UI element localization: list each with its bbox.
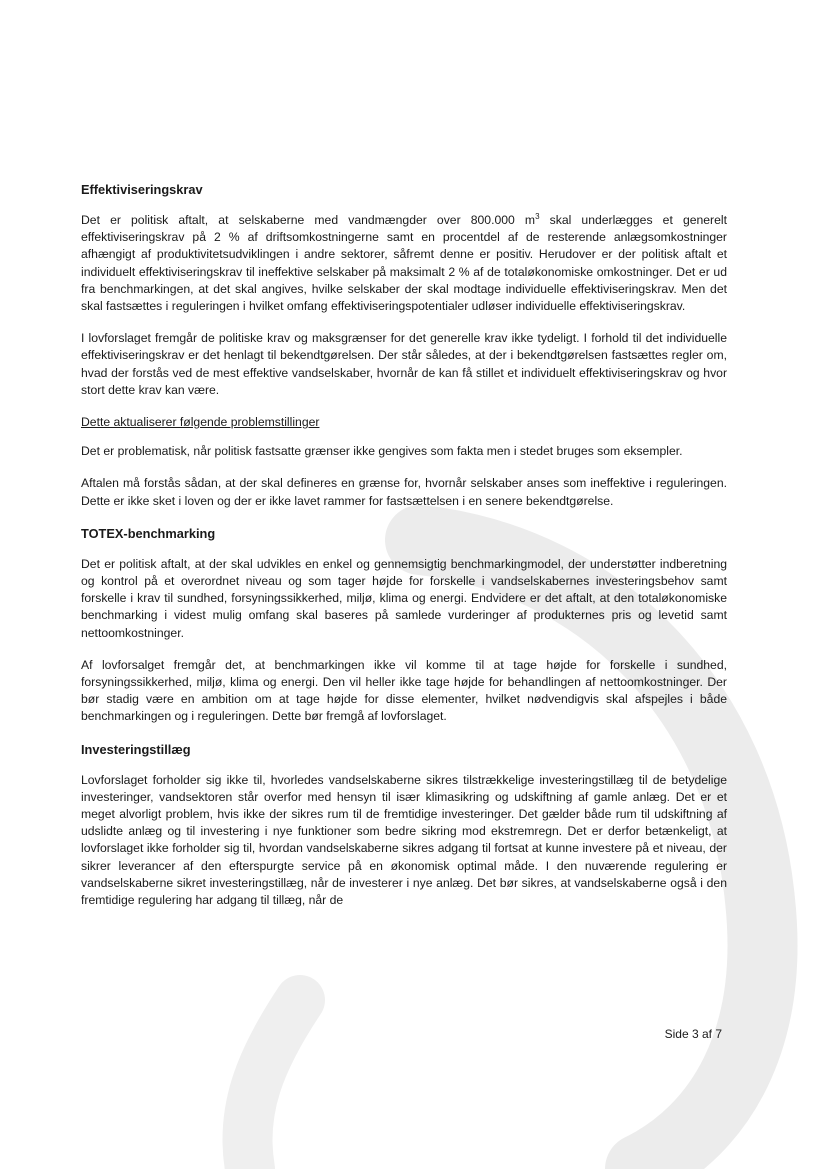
paragraph: Det er politisk aftalt, at der skal udvikles en enkel og gennemsigtig benchmarkingmodel, der understøtter indberetning og kontrol på et overordnet niveau og som tager højde for forskelle i vandselskabernes investeringsbehov samt forskelle i krav til sundhed, forsyningssikkerhed, miljø, klima og energi. Endvidere er det aftalt, at den totaløkonomiske benchmarking i videst mulig omfang skal baseres på samlede vurderinger af produkternes pris og levetid samt nettoomkostninger. [81, 556, 727, 640]
paragraph: Det er problematisk, når politisk fastsatte grænser ikke gengives som fakta men i stedet bruges som eksempler. [81, 444, 683, 459]
paragraph: Af lovforsalget fremgår det, at benchmarkingen ikke vil komme til at tage højde for forskelle i sundhed, forsyningssikkerhed, miljø, klima og energi. Den vil heller ikke tage højde for behandlingen af nettoomkostninger. Der bør stadig være en ambition om at tage højde for disse elementer, hvilket nødvendigvis skal afspejles i både benchmarkingen og i reguleringen. Dette bør fremgå af lovforslaget. [81, 657, 727, 724]
section-heading-investeringstillaeg: Investeringstillæg [81, 741, 191, 757]
section-heading-effektiviseringskrav: Effektiviseringskrav [81, 182, 203, 197]
subheading-problemstillinger: Dette aktualiserer følgende problemstillinger [81, 415, 320, 430]
paragraph: Det er politisk aftalt, at selskaberne med vandmængder over 800.000 $m^3$ skal underlægges et generelt effektiviseringskrav på 2 % af driftsomkostningerne samt en procentdel af de resterende anlægsomkostninger afhængigt af produktivitetsudviklingen i andre sektorer, såfremt denne er positiv. Herudover er der politisk aftalt et individuelt effektiviseringskrav til ineffektive selskaber på maksimalt 2 % af de totaløkonomiske omkostninger. Det er ud fra benchmarkingen, at det skal angives, hvilke selskaber der skal modtage individuelle effektiviseringskrav. Men det skal fastsættes i reguleringen i hvilket omfang effektiviseringspotentialer udløser individuelle effektiviseringskrav. [81, 211, 727, 314]
section-heading-totex-benchmarking: TOTEX-benchmarking [81, 525, 216, 541]
document-body [81, 181, 727, 924]
paragraph: Aftalen må forstås sådan, at der skal defineres en grænse for, hvornår selskaber anses som ineffektive i reguleringen. Dette er ikke sket i loven og der er ikke lavet rammer for fastsættelsen i en senere bekendtgørelse. [81, 476, 727, 508]
paragraph: Lovforslaget forholder sig ikke til, hvorledes vandselskaberne sikres tilstrækkelige investeringstillæg til de betydelige investeringer, vandsektoren står overfor med hensyn til især klimasikring og udskiftning af gamle anlæg. Det er et meget alvorligt problem, hvis ikke der sikres rum til de fremtidige investeringer. Det gælder både rum til udskiftning af udslidte anlæg og til investering i nye funktioner som bedre sikring mod ekstremregn. Det er derfor betænkeligt, at lovforslaget ikke forholder sig til, hvordan vandselskaberne sikres adgang til fortsat at kunne investere på et niveau, der sikrer leverancer af den efterspurgte service på en økonomisk optimal måde. I den nuværende regulering er vandselskaberne sikret investeringstillæg, når de investerer i nye anlæg. Det bør sikres, at vandselskaberne også i den fremtidige regulering har adgang til tillæg, når de [81, 772, 727, 908]
page-number: Side 3 af 7 [664, 1027, 722, 1041]
paragraph: I lovforslaget fremgår de politiske krav og maksgrænser for det generelle krav ikke tydeligt. I forhold til det individuelle effektiviseringskrav er det henlagt til bekendtgørelsen. Der står således, at der i bekendtgørelsen fastsættes regler om, hvad der forstås ved de mest effektive vandselskaber, hvornår de kan få stillet et individuelt effektiviseringskrav og hvor stort dette krav kan være. [81, 331, 727, 397]
